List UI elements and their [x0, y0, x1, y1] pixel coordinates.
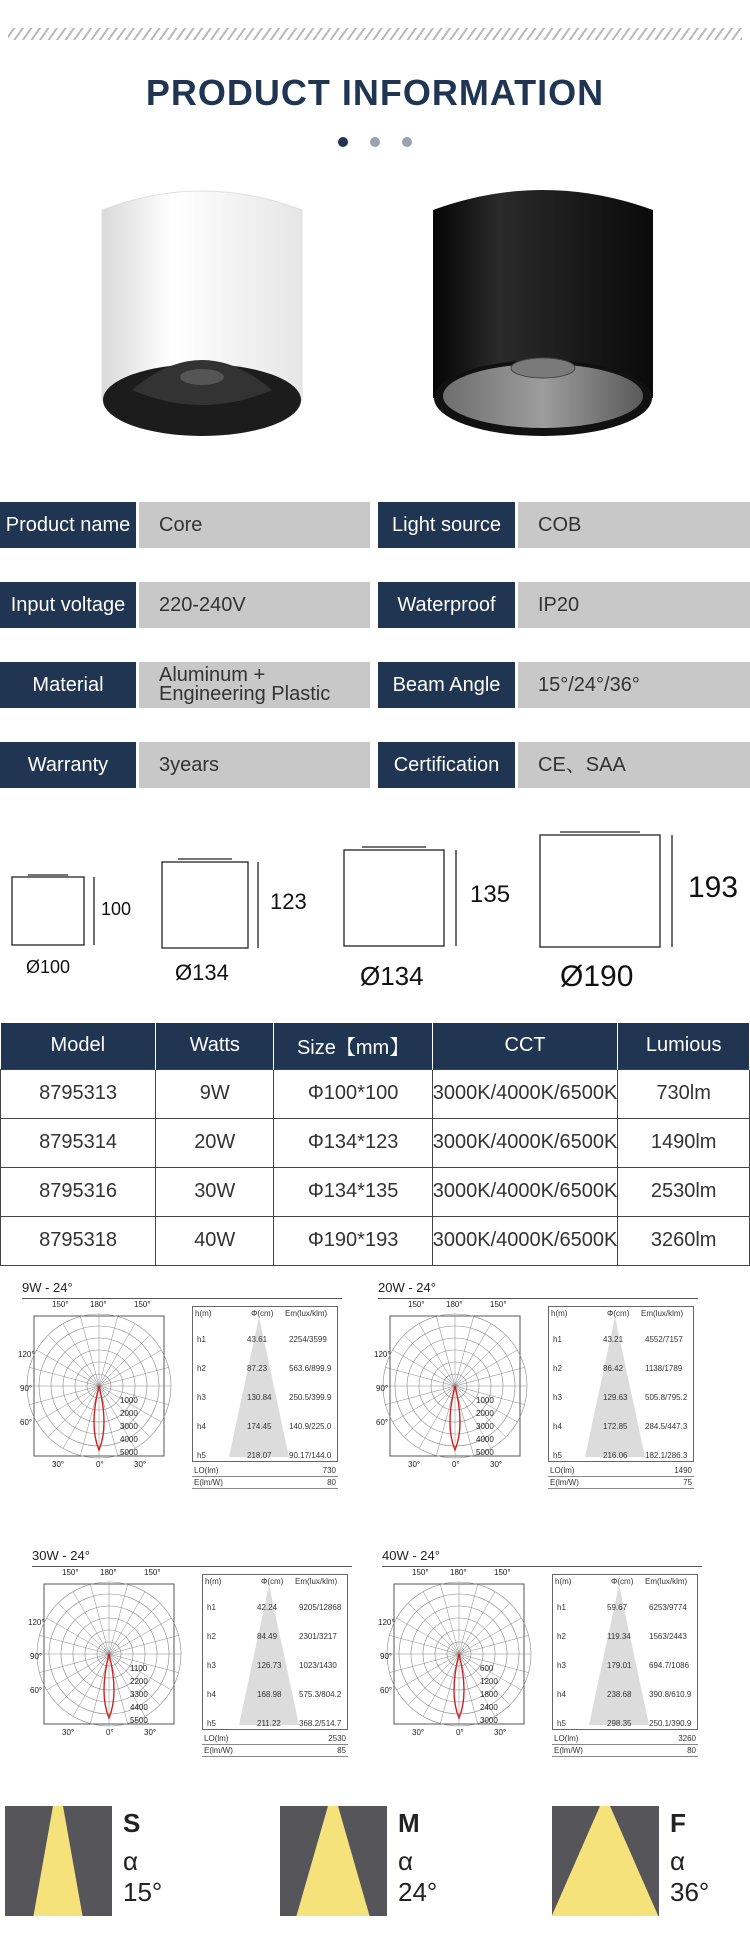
spec-label-material: Material — [0, 662, 136, 708]
row-caption: E(lm/W) — [550, 1478, 579, 1487]
table-row — [1, 1069, 750, 1118]
row-caption: E(lm/W) — [554, 1746, 583, 1755]
illuminance-col-header: Φ(cm) — [607, 1309, 630, 1318]
row-caption: E(lm/W) — [194, 1478, 223, 1487]
angle-label: 60° — [20, 1418, 33, 1427]
ring-label: 4400 — [130, 1703, 148, 1712]
ring-label: 1000 — [476, 1396, 494, 1405]
spec-label-certification: Certification — [378, 742, 515, 788]
ring-label: 3300 — [130, 1690, 148, 1699]
illuminance-value: 1563/2443 — [649, 1632, 687, 1641]
spec-value-light-source: COB — [518, 502, 750, 548]
angle-label: 150° — [62, 1568, 79, 1577]
angle-label: 0° — [452, 1460, 460, 1469]
illuminance-value: 140.9/225.0 — [289, 1422, 332, 1431]
decorative-stripe — [8, 28, 742, 40]
angle-label: 60° — [30, 1686, 43, 1695]
photometric-diagram — [374, 1280, 698, 1512]
angle-label: 0° — [456, 1728, 464, 1737]
table-row — [1, 1118, 750, 1167]
diameter-value: 168.98 — [257, 1690, 282, 1699]
spec-label-waterproof: Waterproof — [378, 582, 515, 628]
illuminance-col-header: h(m) — [195, 1309, 212, 1318]
spec-label-input-voltage: Input voltage — [0, 582, 136, 628]
polar-plot — [32, 1572, 182, 1742]
row-label: h1 — [197, 1335, 206, 1344]
row-label: h5 — [553, 1451, 562, 1460]
carousel-dot-2[interactable] — [370, 137, 380, 147]
cell-cct: 3000K/4000K/6500K — [432, 1167, 618, 1216]
cell-lumious: 1490lm — [618, 1118, 750, 1167]
polar-plot — [382, 1572, 532, 1742]
spec-row-1 — [0, 502, 750, 548]
cell-model: 8795313 — [1, 1069, 156, 1118]
illuminance-table — [192, 1306, 338, 1462]
row-label: h2 — [557, 1632, 566, 1641]
dim-diameter-3: Ø134 — [360, 961, 424, 991]
illuminance-col-header: Φ(cm) — [261, 1577, 284, 1586]
beam-flood-angle: α 36° — [670, 1846, 710, 1907]
dim-diameter-2: Ø134 — [175, 960, 229, 985]
row-caption: E(lm/W) — [204, 1746, 233, 1755]
ring-label: 5500 — [130, 1716, 148, 1725]
beam-medium-illustration — [280, 1806, 387, 1916]
spec-value-waterproof: IP20 — [518, 582, 750, 628]
beam-medium-angle: α 24° — [398, 1846, 438, 1907]
col-header-lumious: Lumious — [618, 1023, 750, 1069]
angle-label: 30° — [52, 1460, 65, 1469]
illuminance-col-header: h(m) — [205, 1577, 222, 1586]
row-label: h1 — [553, 1335, 562, 1344]
illuminance-value: 2301/3217 — [299, 1632, 337, 1641]
diagram-title: 20W - 24° — [378, 1280, 698, 1299]
beam-flood-letter: F — [670, 1808, 686, 1838]
illuminance-value: 182.1/286.3 — [645, 1451, 688, 1460]
cell-watts: 30W — [156, 1167, 274, 1216]
illuminance-col-header: Em(lux/klm) — [295, 1577, 338, 1586]
dim-height-3: 135 — [470, 881, 511, 908]
illuminance-col-header: Φ(cm) — [611, 1577, 634, 1586]
row-value: 2530 — [328, 1734, 346, 1743]
spec-label-beam-angle: Beam Angle — [378, 662, 515, 708]
row-label: h5 — [197, 1451, 206, 1460]
cell-lumious: 730lm — [618, 1069, 750, 1118]
angle-label: 150° — [52, 1300, 69, 1309]
col-header-cct: CCT — [432, 1023, 618, 1069]
photometric-diagram — [28, 1548, 352, 1780]
angle-label: 180° — [100, 1568, 117, 1577]
row-value: 730 — [322, 1466, 336, 1475]
ring-label: 1200 — [480, 1677, 498, 1686]
illuminance-table — [548, 1306, 694, 1462]
beam-light-cone — [552, 1806, 658, 1916]
angle-label: 90° — [20, 1384, 33, 1393]
efficacy-row — [552, 1746, 698, 1757]
ring-label: 3000 — [480, 1716, 498, 1725]
illuminance-value: 575.3/804.2 — [299, 1690, 342, 1699]
cell-model: 8795314 — [1, 1118, 156, 1167]
col-header-size: Size【mm】 — [274, 1023, 432, 1069]
lumen-output-row — [552, 1734, 698, 1745]
cell-cct: 3000K/4000K/6500K — [432, 1069, 618, 1118]
ring-label: 1800 — [480, 1690, 498, 1699]
ring-label: 600 — [480, 1664, 494, 1673]
angle-label: 90° — [376, 1384, 389, 1393]
white-downlight-image — [92, 180, 312, 450]
spec-row-2 — [0, 582, 750, 628]
light-cone-graphic — [193, 1307, 339, 1463]
row-value: 75 — [683, 1478, 692, 1487]
cell-size: Φ190*193 — [274, 1216, 432, 1265]
row-label: h3 — [557, 1661, 566, 1670]
diameter-value: 130.84 — [247, 1393, 272, 1402]
beam-narrow-angle: α 15° — [123, 1846, 163, 1907]
angle-label: 30° — [494, 1728, 507, 1737]
page-title: PRODUCT INFORMATION — [145, 72, 605, 113]
ring-label: 2200 — [130, 1677, 148, 1686]
illuminance-value: 505.8/795.2 — [645, 1393, 688, 1402]
row-caption: LO(lm) — [554, 1734, 579, 1743]
ring-label: 3000 — [120, 1422, 138, 1431]
row-label: h2 — [197, 1364, 206, 1373]
diameter-value: 218.07 — [247, 1451, 272, 1460]
diameter-value: 126.73 — [257, 1661, 282, 1670]
ring-label: 4000 — [476, 1435, 494, 1444]
row-label: h4 — [557, 1690, 566, 1699]
spec-label-light-source: Light source — [378, 502, 515, 548]
illuminance-value: 694.7/1086 — [649, 1661, 690, 1670]
angle-label: 30° — [412, 1728, 425, 1737]
dim-height-4: 193 — [688, 871, 739, 904]
model-table — [0, 1023, 750, 1266]
polar-plot — [22, 1304, 172, 1474]
illuminance-value: 563.6/899.9 — [289, 1364, 332, 1373]
dim-height-1: 100 — [101, 899, 132, 919]
angle-label: 120° — [28, 1618, 45, 1627]
beam-flood-illustration — [552, 1806, 659, 1916]
light-cone-graphic — [203, 1575, 349, 1731]
angle-label: 30° — [490, 1460, 503, 1469]
illuminance-value: 4552/7157 — [645, 1335, 683, 1344]
lumen-output-row — [202, 1734, 348, 1745]
row-label: h4 — [207, 1690, 216, 1699]
table-header-row — [1, 1023, 750, 1069]
illuminance-col-header: Em(lux/klm) — [641, 1309, 684, 1318]
diameter-value: 298.35 — [607, 1719, 632, 1728]
diameter-value: 87.23 — [247, 1364, 268, 1373]
angle-label: 150° — [144, 1568, 161, 1577]
spec-row-4 — [0, 742, 750, 788]
illuminance-col-header: h(m) — [551, 1309, 568, 1318]
row-label: h1 — [557, 1603, 566, 1612]
cell-watts: 9W — [156, 1069, 274, 1118]
cell-lumious: 3260lm — [618, 1216, 750, 1265]
ring-label: 2400 — [480, 1703, 498, 1712]
angle-label: 120° — [374, 1350, 391, 1359]
illuminance-col-header: Em(lux/klm) — [645, 1577, 688, 1586]
diameter-value: 211.22 — [257, 1719, 281, 1728]
diameter-value: 179.01 — [607, 1661, 632, 1670]
angle-label: 150° — [494, 1568, 511, 1577]
dim-height-2: 123 — [270, 889, 307, 914]
beam-light-cone — [296, 1806, 369, 1916]
ring-label: 5000 — [120, 1448, 138, 1457]
illuminance-col-header: h(m) — [555, 1577, 572, 1586]
ring-label: 1100 — [130, 1664, 148, 1673]
spec-label-warranty: Warranty — [0, 742, 136, 788]
angle-label: 150° — [408, 1300, 425, 1309]
ring-label: 2000 — [476, 1409, 494, 1418]
spec-value-product-name: Core — [139, 502, 370, 548]
illuminance-table — [552, 1574, 698, 1730]
cell-size: Φ134*135 — [274, 1167, 432, 1216]
angle-label: 150° — [490, 1300, 507, 1309]
spec-value-warranty: 3years — [139, 742, 370, 788]
angle-label: 120° — [18, 1350, 35, 1359]
ring-label: 3000 — [476, 1422, 494, 1431]
diagram-title: 9W - 24° — [22, 1280, 342, 1299]
spec-value-input-voltage: 220-240V — [139, 582, 370, 628]
cell-size: Φ100*100 — [274, 1069, 432, 1118]
row-value: 85 — [337, 1746, 346, 1755]
diameter-value: 59.67 — [607, 1603, 628, 1612]
spec-label-product-name: Product name — [0, 502, 136, 548]
cell-size: Φ134*123 — [274, 1118, 432, 1167]
spec-value-material: Aluminum + Engineering Plastic — [139, 662, 370, 708]
row-caption: LO(lm) — [204, 1734, 229, 1743]
angle-label: 0° — [106, 1728, 114, 1737]
row-value: 80 — [327, 1478, 336, 1487]
light-cone-graphic — [553, 1575, 699, 1731]
efficacy-row — [192, 1478, 338, 1489]
carousel-dot-3[interactable] — [402, 137, 412, 147]
angle-label: 60° — [376, 1418, 389, 1427]
diameter-value: 216.06 — [603, 1451, 628, 1460]
illuminance-value: 368.2/514.7 — [299, 1719, 342, 1728]
efficacy-row — [548, 1478, 694, 1489]
cell-watts: 20W — [156, 1118, 274, 1167]
angle-label: 30° — [408, 1460, 421, 1469]
illuminance-value: 284.5/447.3 — [645, 1422, 688, 1431]
cell-cct: 3000K/4000K/6500K — [432, 1216, 618, 1265]
row-value: 1490 — [674, 1466, 692, 1475]
row-label: h3 — [197, 1393, 206, 1402]
table-row — [1, 1216, 750, 1265]
beam-medium-letter: M — [398, 1808, 420, 1838]
angle-label: 90° — [380, 1652, 393, 1661]
angle-label: 60° — [380, 1686, 393, 1695]
spec-row-3 — [0, 662, 750, 708]
polar-plot — [378, 1304, 528, 1474]
black-downlight-image — [423, 180, 663, 450]
angle-label: 150° — [412, 1568, 429, 1577]
cell-lumious: 2530lm — [618, 1167, 750, 1216]
angle-label: 30° — [134, 1460, 147, 1469]
illuminance-value: 250.5/399.9 — [289, 1393, 332, 1402]
angle-label: 30° — [144, 1728, 157, 1737]
diameter-value: 238.68 — [607, 1690, 632, 1699]
diameter-value: 86.42 — [603, 1364, 624, 1373]
angle-label: 180° — [450, 1568, 467, 1577]
row-label: h5 — [207, 1719, 216, 1728]
illuminance-value: 90.17/144.0 — [289, 1451, 332, 1460]
photometric-diagram — [18, 1280, 342, 1512]
illuminance-col-header: Em(lux/klm) — [285, 1309, 328, 1318]
row-label: h4 — [553, 1422, 562, 1431]
diameter-value: 43.61 — [247, 1335, 268, 1344]
diagram-title: 30W - 24° — [32, 1548, 352, 1567]
table-row — [1, 1167, 750, 1216]
lumen-output-row — [548, 1466, 694, 1477]
diameter-value: 129.63 — [603, 1393, 628, 1402]
efficacy-row — [202, 1746, 348, 1757]
cell-model: 8795318 — [1, 1216, 156, 1265]
illuminance-col-header: Φ(cm) — [251, 1309, 274, 1318]
light-cone-graphic — [549, 1307, 695, 1463]
dim-diameter-4: Ø190 — [560, 960, 634, 993]
cell-watts: 40W — [156, 1216, 274, 1265]
ring-label: 4000 — [120, 1435, 138, 1444]
illuminance-value: 6253/9774 — [649, 1603, 687, 1612]
angle-label: 120° — [378, 1618, 395, 1627]
illuminance-value: 9205/12868 — [299, 1603, 342, 1612]
col-header-model: Model — [1, 1023, 156, 1069]
carousel-dots — [338, 137, 412, 147]
beam-narrow-letter: S — [123, 1808, 141, 1838]
illuminance-value: 1023/1430 — [299, 1661, 337, 1670]
spec-value-beam-angle: 15°/24°/36° — [518, 662, 750, 708]
photometric-diagram — [378, 1548, 702, 1780]
ring-label: 1000 — [120, 1396, 138, 1405]
row-value: 3260 — [678, 1734, 696, 1743]
illuminance-table — [202, 1574, 348, 1730]
angle-label: 0° — [96, 1460, 104, 1469]
illuminance-value: 390.8/610.9 — [649, 1690, 692, 1699]
row-caption: LO(lm) — [194, 1466, 219, 1475]
row-caption: LO(lm) — [550, 1466, 575, 1475]
beam-narrow-illustration — [5, 1806, 112, 1916]
illuminance-value: 2254/3599 — [289, 1335, 327, 1344]
ring-label: 5000 — [476, 1448, 494, 1457]
diameter-value: 43.21 — [603, 1335, 624, 1344]
row-label: h5 — [557, 1719, 566, 1728]
row-value: 80 — [687, 1746, 696, 1755]
angle-label: 150° — [134, 1300, 151, 1309]
row-label: h1 — [207, 1603, 216, 1612]
angle-label: 180° — [90, 1300, 107, 1309]
row-label: h2 — [207, 1632, 216, 1641]
angle-label: 90° — [30, 1652, 43, 1661]
diameter-value: 84.49 — [257, 1632, 278, 1641]
beam-light-cone — [33, 1806, 82, 1916]
carousel-dot-1[interactable] — [338, 137, 348, 147]
row-label: h3 — [553, 1393, 562, 1402]
cell-cct: 3000K/4000K/6500K — [432, 1118, 618, 1167]
diameter-value: 172.85 — [603, 1422, 628, 1431]
diameter-value: 119.34 — [607, 1632, 631, 1641]
lumen-output-row — [192, 1466, 338, 1477]
row-label: h3 — [207, 1661, 216, 1670]
illuminance-value: 250.1/390.9 — [649, 1719, 692, 1728]
illuminance-value: 1138/1789 — [645, 1364, 683, 1373]
cell-model: 8795316 — [1, 1167, 156, 1216]
row-label: h4 — [197, 1422, 206, 1431]
ring-label: 2000 — [120, 1409, 138, 1418]
diameter-value: 42.24 — [257, 1603, 278, 1612]
angle-label: 180° — [446, 1300, 463, 1309]
col-header-watts: Watts — [156, 1023, 274, 1069]
diameter-value: 174.45 — [247, 1422, 272, 1431]
diagram-title: 40W - 24° — [382, 1548, 702, 1567]
spec-value-certification: CE、SAA — [518, 742, 750, 788]
row-label: h2 — [553, 1364, 562, 1373]
dim-diameter-1: Ø100 — [26, 957, 71, 977]
angle-label: 30° — [62, 1728, 75, 1737]
